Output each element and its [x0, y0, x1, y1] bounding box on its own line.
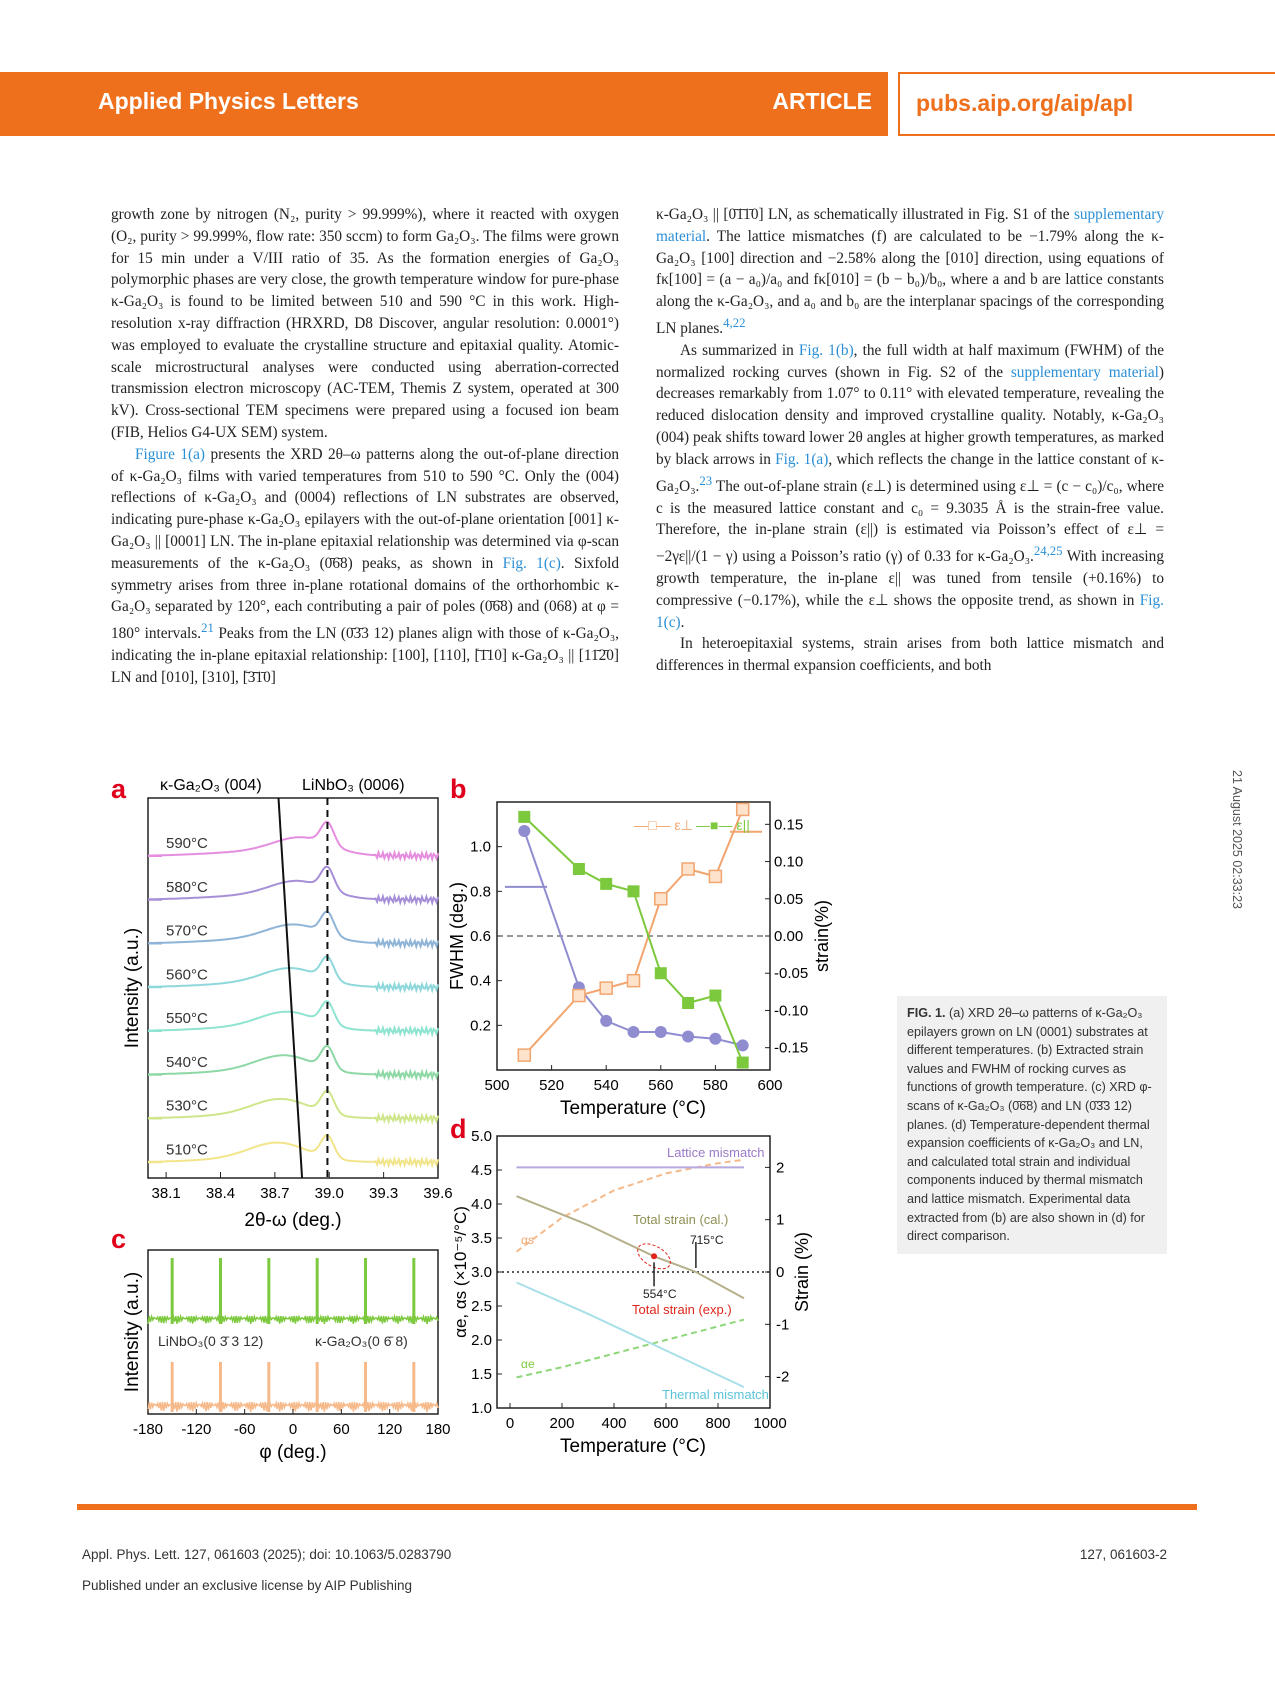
- d-xtick-label: 400: [601, 1415, 627, 1432]
- b-xtick-label: 540: [593, 1077, 619, 1094]
- fwhm-point: [600, 1015, 612, 1027]
- d-ylabel-left: αe, αs (×10⁻⁵/°C): [451, 1206, 470, 1338]
- fwhm-point: [628, 1026, 640, 1038]
- d-ytick-right-label: -2: [776, 1368, 790, 1386]
- supplementary-link[interactable]: supplementary material: [656, 206, 1164, 245]
- series-label: 580°C: [166, 878, 208, 896]
- reference-24-25-link[interactable]: 24,25: [1033, 544, 1063, 559]
- b-ytick-left-label: 0.8: [470, 883, 491, 901]
- footer-rule: [77, 1504, 1197, 1510]
- left-paragraph-1: growth zone by nitrogen (N₂, purity > 99.999%), where it reacted with oxygen (O₂, purity > 99.999%, flow rate: 350 sccm) to form Ga₂O₃. The films were grown for 15 min under a V/III ratio of 35. As the formation energies of Ga₂O₃ polymorphic phases are very close, the growth temperature window for pure-phase κ-Ga₂O₃ is found to be limited between 510 and 590 °C in this work. High-resolution x-ray diffraction (HRXRD, D8 Discover, angular resolution: 0.0001°) was employed to evaluate the crystalline structure and epitaxial quality. Atomic-scale microstructural analyses were conducted using aberration-corrected transmission electron microscopy (AC-TEM, Themis Z system, operated at 300 kV). Cross-sectional TEM specimens were prepared using a focused ion beam (FIB, Helios G4-UX SEM) system.: [111, 206, 619, 441]
- download-timestamp: 21 August 2025 02:33:23: [1230, 770, 1244, 910]
- right-p2-text-g: .: [680, 613, 685, 631]
- d-ytick-right-label: 0: [776, 1264, 785, 1281]
- c-tick-label: -60: [233, 1421, 256, 1438]
- a-label-ga2o3: κ-Ga₂O₃ (004): [160, 777, 262, 794]
- a-tick-label: 38.1: [151, 1185, 181, 1202]
- a-tick-label: 39.6: [423, 1185, 453, 1202]
- footer-license: Published under an exclusive license by AIP Publishing: [82, 1578, 412, 1593]
- c-tick-label: 60: [332, 1421, 350, 1438]
- d-ytick-left-label: 4.0: [471, 1196, 492, 1213]
- d-ytick-right-label: -1: [776, 1316, 790, 1334]
- strain-perp-point: [600, 982, 612, 994]
- b-ytick-left-label: 1.0: [470, 838, 491, 856]
- c-xlabel: φ (deg.): [259, 1442, 327, 1463]
- strain-par-point: [573, 863, 585, 875]
- right-p2-text-e: The out-of-plane strain (ε⊥) is determined using ε⊥ = (c − c₀)/c₀, where c is the measured lattice constant and c₀ = 9.3035 Å is the strain-free value. Therefore, the in-plane strain (ε||) is estimated via Poisson’s effect of ε⊥ = −2γε||/(1 − γ) using a Poisson’s ratio (γ) of 0.33 for κ-Ga₂O₃.: [656, 477, 1164, 566]
- strain-perp-line: [524, 809, 742, 1055]
- strain-par-point: [628, 885, 640, 897]
- ga2o3-shift-line: [279, 798, 303, 1178]
- b-ytick-right-label: -0.15: [774, 1039, 809, 1057]
- caption-label: FIG. 1.: [907, 1006, 946, 1020]
- fwhm-point: [682, 1031, 694, 1043]
- fwhm-point: [709, 1033, 721, 1045]
- figure-1a-link-2[interactable]: Fig. 1(a): [775, 450, 829, 468]
- c-tick-label: -120: [181, 1421, 212, 1438]
- series-label: 560°C: [166, 966, 208, 984]
- panel-label-c: c: [111, 1224, 127, 1254]
- a-tick-label: 39.0: [314, 1185, 344, 1202]
- c-legend-ga2o3: κ-Ga₂O₃(0 6̄ 8): [315, 1333, 408, 1349]
- d-xtick-label: 0: [505, 1415, 515, 1432]
- strain-perp-point: [655, 893, 667, 905]
- panel-b-fwhm-strain: [447, 802, 832, 1119]
- d-label-715: 715°C: [690, 1233, 724, 1247]
- right-p1-text-b: . The lattice mismatches (f) are calculated to be −1.79% along the κ-Ga₂O₃ [100] direction and −2.58% along the [010] direction, using equations of fκ[100] = (a − a₀)/a₀ and fκ[010] = (b − b₀)/b₀, where a and b are lattice constants along the κ-Ga₂O₃, and a₀ and b₀ are the interplanar spacings of the corresponding LN planes.: [656, 227, 1164, 338]
- b-ytick-left-label: 0.6: [470, 928, 491, 945]
- c-tick-label: -180: [132, 1421, 164, 1438]
- linbo3-phi-noise: [148, 1316, 438, 1324]
- c-tick-label: 180: [425, 1421, 451, 1438]
- b-ytick-left-label: 0.2: [470, 1017, 491, 1035]
- d-xtick-label: 200: [549, 1415, 575, 1432]
- left-p2-text-c: Peaks from the LN (0̄3̄3 12) planes align with those of κ-Ga₂O₃, indicating the in-plane epitaxial relationship: [100], [110], [̄1̄10] κ-Ga₂O₃ || [11̄2̄0] LN and [010], [310], [̄3̄̄1̄0]: [111, 625, 619, 686]
- d-xtick-label: 1000: [753, 1415, 787, 1432]
- b-legend-par: —■— ε||: [696, 817, 750, 833]
- footer-page: 127, 061603-2: [1079, 1547, 1167, 1562]
- fwhm-point: [518, 825, 530, 837]
- series-label: 590°C: [166, 835, 208, 852]
- footer-citation: Appl. Phys. Lett. 127, 061603 (2025); doi: 10.1063/5.0283790: [82, 1547, 452, 1562]
- b-legend-perp: —□— ε⊥: [634, 817, 693, 833]
- a-curves: [148, 798, 438, 1178]
- b-plot: [470, 803, 808, 1094]
- figure-1a-link[interactable]: Figure 1(a): [135, 445, 206, 463]
- series-label: 530°C: [166, 1097, 208, 1115]
- d-ytick-left-label: 4.5: [471, 1162, 492, 1179]
- d-xtick-label: 600: [653, 1415, 679, 1432]
- journal-name: Applied Physics Letters: [98, 88, 359, 114]
- alpha-e-curve: [517, 1320, 745, 1378]
- d-ytick-left-label: 2.5: [471, 1298, 492, 1315]
- reference-21-link[interactable]: 21: [201, 621, 214, 636]
- b-ytick-right-label: -0.05: [774, 965, 809, 983]
- d-label-lattice: Lattice mismatch: [667, 1145, 765, 1160]
- right-p2-text-c: ) decreases remarkably from 1.07° to 0.11° with elevated temperature, revealing the reduced dislocation density and improved crystalline quality. Notably, κ-Ga₂O₃ (004) peak shifts toward lower 2θ angles at higher growth temperatures, as marked by black arrows in: [656, 363, 1164, 468]
- figure-1b-link[interactable]: Fig. 1(b): [798, 341, 854, 359]
- b-xtick-label: 520: [539, 1077, 565, 1094]
- panel-a-xrd: [122, 777, 453, 1231]
- supplementary-link-2[interactable]: supplementary material: [1010, 363, 1159, 381]
- strain-par-point: [600, 878, 612, 890]
- strain-perp-point: [628, 975, 640, 987]
- panel-d-thermal: [451, 1128, 812, 1457]
- strain-par-line: [524, 817, 742, 1063]
- a-label-linbo3: LiNbO₃ (0006): [302, 777, 405, 794]
- right-paragraph-3: In heteroepitaxial systems, strain arises from both lattice mismatch and differences in thermal expansion coefficients, and both: [656, 635, 1164, 675]
- b-ylabel-left: FWHM (deg.): [447, 882, 467, 990]
- b-xtick-label: 580: [702, 1077, 728, 1094]
- strain-perp-point: [518, 1049, 530, 1061]
- d-ytick-left-label: 3.0: [471, 1264, 492, 1281]
- c-frame: [148, 1250, 438, 1414]
- strain-par-point: [709, 990, 721, 1002]
- series-label: 570°C: [166, 922, 208, 940]
- strain-par-point: [737, 1057, 749, 1069]
- c-tick-label: 0: [288, 1421, 298, 1438]
- fwhm-point: [655, 1026, 667, 1038]
- a-tick-label: 38.7: [260, 1185, 290, 1202]
- b-xlabel: Temperature (°C): [560, 1098, 706, 1119]
- journal-url[interactable]: pubs.aip.org/aip/apl: [916, 90, 1134, 116]
- right-p2-text-a: As summarized in: [680, 341, 799, 359]
- d-label-total-exp: Total strain (exp.): [632, 1302, 732, 1317]
- figure-1c-link[interactable]: Fig. 1(c): [502, 554, 561, 572]
- strain-perp-point: [573, 990, 585, 1002]
- d-xtick-label: 800: [705, 1415, 731, 1432]
- d-label-alpha-s: αs: [521, 1233, 534, 1247]
- series-label: 510°C: [166, 1141, 208, 1159]
- b-xtick-label: 500: [484, 1077, 510, 1094]
- strain-par-point: [682, 997, 694, 1009]
- d-ytick-left-label: 3.5: [471, 1230, 492, 1247]
- fwhm-point: [737, 1039, 749, 1051]
- panel-label-a: a: [111, 774, 127, 804]
- strain-par-point: [518, 811, 530, 823]
- d-ytick-left-label: 1.5: [471, 1366, 492, 1383]
- c-legend-linbo3: LiNbO₃(0 3̄ 3 12): [158, 1333, 264, 1349]
- series-label: 540°C: [166, 1053, 208, 1071]
- figure-caption: [897, 996, 1167, 1254]
- d-ytick-left-label: 2.0: [471, 1332, 492, 1349]
- b-ytick-left-label: 0.4: [470, 972, 491, 990]
- b-ytick-right-label: 0.00: [774, 928, 804, 945]
- a-tick-label: 39.3: [369, 1185, 399, 1202]
- strain-par-point: [655, 967, 667, 979]
- article-label: ARTICLE: [772, 88, 872, 114]
- d-ytick-right-label: 2: [776, 1159, 785, 1177]
- b-ytick-right-label: 0.10: [774, 853, 804, 871]
- reference-4-22-link[interactable]: 4,22: [723, 315, 746, 330]
- d-label-554: 554°C: [643, 1287, 677, 1301]
- caption-text: (a) XRD 2θ–ω patterns of κ-Ga₂O₃ epilayers grown on LN (0001) substrates at different temperatures. (b) Extracted strain values and FWHM of rocking curves as functions of growth temperature. (c) XRD φ-scans of κ-Ga₂O₃ (0̄6̄8) and LN (0̄3̄3 12) planes. (d) Temperature-dependent thermal expansion coefficients of κ-Ga₂O₃ and LN, and calculated total strain and individual components induced by thermal mismatch and lattice mismatch. Experimental data extracted from (b) are also shown in (d) for direct comparison.: [907, 1006, 1152, 1244]
- panel-c-phi-scan: [122, 1250, 451, 1463]
- left-p2-text-b: . Sixfold symmetry arises from three in-plane rotational domains of the orthorhombic κ-Ga₂O₃ separated by 120°, each contributing a pair of poles (0̄6̄8) and (068) at φ = 180° intervals.: [111, 554, 619, 643]
- b-ytick-right-label: -0.10: [774, 1002, 809, 1020]
- b-ytick-right-label: 0.05: [774, 890, 804, 908]
- strain-perp-point: [682, 863, 694, 875]
- series-label: 550°C: [166, 1010, 208, 1027]
- right-p2-text-b: , the full width at half maximum (FWHM) of the normalized rocking curves (shown in Fig. S2 of the: [656, 341, 1164, 381]
- thermal-mismatch-curve: [517, 1283, 745, 1388]
- fwhm-line: [524, 831, 742, 1045]
- figure-1c-link-2[interactable]: Fig. 1(c): [656, 591, 1164, 631]
- panel-label-d: d: [450, 1114, 467, 1144]
- right-p1-text-a: κ-Ga₂O₃ || [0̄1̄1̄0] LN, as schematically illustrated in Fig. S1 of the: [656, 206, 1074, 223]
- d-ytick-left-label: 1.0: [471, 1400, 492, 1417]
- reference-23-link[interactable]: 23: [699, 473, 713, 488]
- strain-perp-point: [737, 803, 749, 815]
- right-p2-text-f: With increasing growth temperature, the in-plane ε|| was tuned from tensile (+0.16%) to compressive (−0.17%), while the ε⊥ shows the opposite trend, as shown in: [656, 548, 1164, 609]
- b-xtick-label: 600: [757, 1077, 783, 1094]
- c-tick-label: 120: [377, 1421, 403, 1438]
- panel-label-b: b: [450, 774, 467, 804]
- d-ytick-left-label: 5.0: [471, 1128, 492, 1145]
- strain-perp-point: [709, 870, 721, 882]
- b-ylabel-right: strain(%): [812, 899, 832, 973]
- d-ytick-right-label: 1: [776, 1211, 785, 1229]
- d-ylabel-right: Strain (%): [792, 1231, 812, 1313]
- a-ylabel: Intensity (a.u.): [122, 927, 143, 1049]
- a-tick-label: 38.4: [205, 1185, 236, 1202]
- d-label-thermal: Thermal mismatch: [662, 1387, 769, 1402]
- d-label-alpha-e: αe: [521, 1357, 535, 1371]
- a-xlabel: 2θ-ω (deg.): [244, 1210, 342, 1231]
- right-p2-text-d: , which reflects the change in the lattice constant of κ-Ga₂O₃.: [656, 450, 1164, 495]
- b-xtick-label: 560: [648, 1077, 674, 1094]
- c-ylabel: Intensity (a.u.): [122, 1271, 143, 1393]
- b-ytick-right-label: 0.15: [774, 816, 804, 834]
- d-xlabel: Temperature (°C): [560, 1436, 706, 1457]
- d-label-total-cal: Total strain (cal.): [633, 1212, 729, 1227]
- left-p2-text-a: presents the XRD 2θ–ω patterns along the out-of-plane direction of κ-Ga₂O₃ films with varied temperatures from 510 to 590 °C. Only the (004) reflections of κ-Ga₂O₃ and (0004) reflections of LN substrates are observed, indicating pure-phase κ-Ga₂O₃ epilayers with the out-of-plane orientation [001] κ-Ga₂O₃ || [0001] LN. The in-plane epitaxial relationship was determined via φ-scan measurements of the κ-Ga₂O₃ (0̄6̄8) peaks, as shown in: [111, 445, 619, 572]
- exp-point: [651, 1253, 657, 1259]
